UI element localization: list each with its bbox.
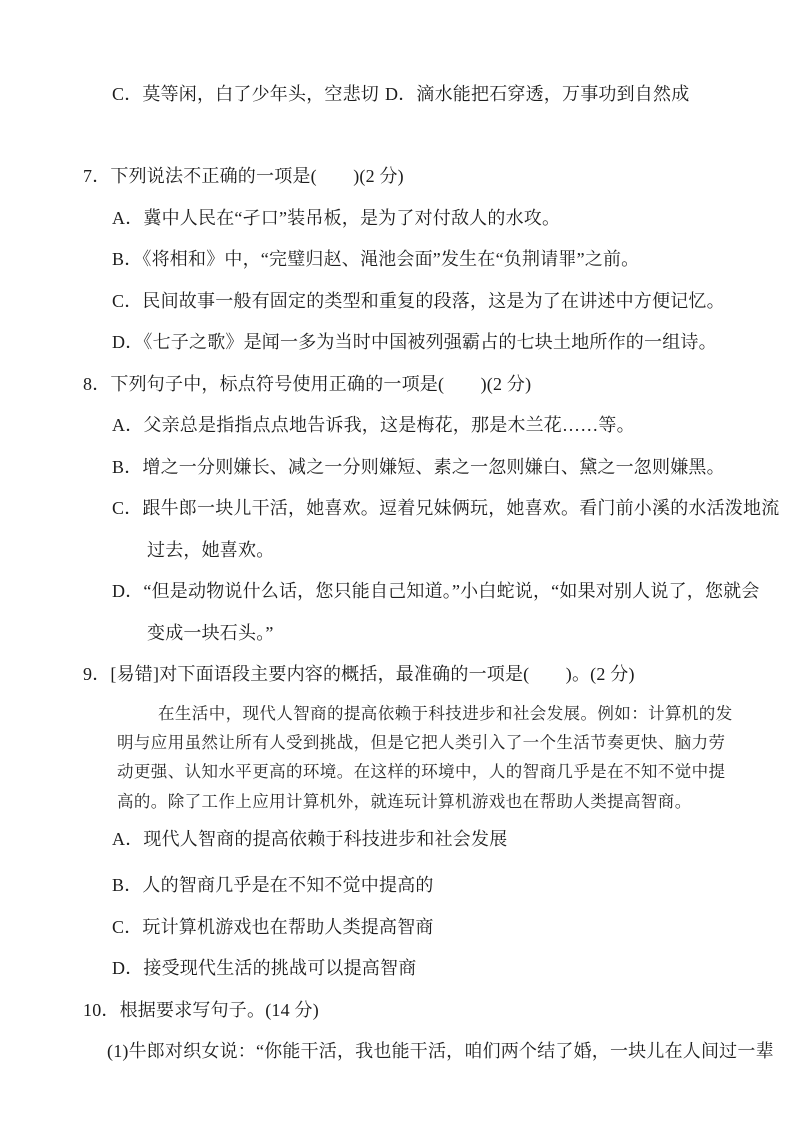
question8-option-b: B．增之一分则嫌长、减之一分则嫌短、素之一忽则嫌白、黛之一忽则嫌黑。	[112, 456, 725, 477]
question9-passage-line4: 高的。除了工作上应用计算机外，就连玩计算机游戏也在帮助人类提高智商。	[117, 791, 692, 811]
question7-option-b: B．《将相和》中，“完璧归赵、渑池会面”发生在“负荆请罪”之前。	[112, 249, 640, 269]
question8-option-a: A．父亲总是指指点点地告诉我，这是梅花，那是木兰花……等。	[112, 415, 635, 435]
question8-stem: 8．下列句子中，标点符号使用正确的一项是( )(2 分)	[83, 373, 532, 394]
question9-option-a: A．现代人智商的提高依赖于科技进步和社会发展	[112, 829, 508, 850]
question8-option-d-line1: D．“但是动物说什么话，您只能自己知道。”小白蛇说，“如果对别人说了，您就会	[112, 581, 760, 601]
question7-stem: 7．下列说法不正确的一项是( )(2 分)	[83, 166, 404, 186]
question9-option-c: C．玩计算机游戏也在帮助人类提高智商	[112, 916, 434, 937]
question9-option-b: B．人的智商几乎是在不知不觉中提高的	[112, 875, 434, 896]
question10-part1: (1)牛郎对织女说：“你能干活，我也能干活，咱们两个结了婚，一块儿在人间过一辈	[107, 1041, 774, 1062]
question7-option-c: C．民间故事一般有固定的类型和重复的段落，这是为了在讲述中方便记忆。	[112, 290, 725, 311]
question9-passage-line1: 在生活中，现代人智商的提高依赖于科技进步和社会发展。例如：计算机的发	[158, 703, 733, 723]
question10-stem: 10．根据要求写句子。(14 分)	[83, 999, 319, 1020]
question7-option-d: D．《七子之歌》是闻一多为当时中国被列强霸占的七块土地所作的一组诗。	[112, 332, 717, 352]
question6-option-d: D．滴水能把石穿透，万事功到自然成	[385, 84, 690, 104]
question8-option-c-line2: 过去，她喜欢。	[147, 539, 275, 560]
question6-options-row	[0, 74, 793, 116]
question7-option-a: A．冀中人民在“孑口”装吊板，是为了对付敌人的水攻。	[112, 207, 561, 228]
question9-option-d: D．接受现代生活的挑战可以提高智商	[112, 958, 417, 979]
question6-option-c: C．莫等闲，白了少年头，空悲切	[112, 84, 380, 104]
question9-passage-line3: 动更强、认知水平更高的环境。在这样的环境中，人的智商几乎是在不知不觉中提	[117, 762, 726, 782]
question9-stem: 9．[易错]对下面语段主要内容的概括，最准确的一项是( )。(2 分)	[83, 664, 635, 684]
question8-option-d-line2: 变成一块石头。”	[147, 622, 274, 643]
question8-option-c-line1: C．跟牛郎一块儿干活，她喜欢。逗着兄妹俩玩，她喜欢。看门前小溪的水活泼地流	[112, 498, 780, 518]
question9-passage-line2: 明与应用虽然让所有人受到挑战，但是它把人类引入了一个生活节奏更快、脑力劳	[117, 732, 726, 752]
